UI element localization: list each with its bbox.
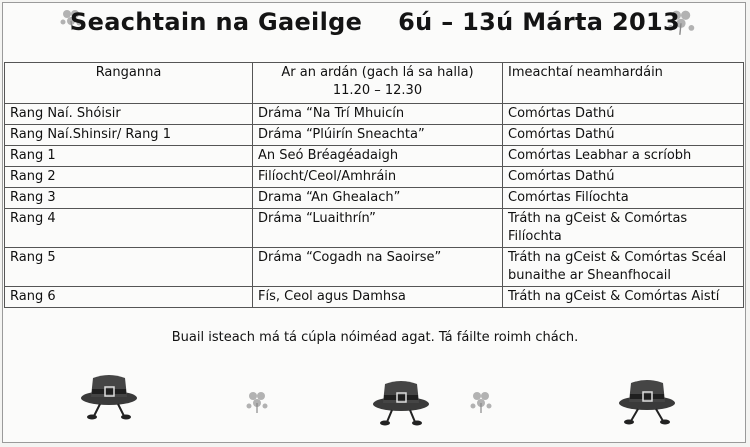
event-cell: Comórtas Dathú xyxy=(503,125,744,146)
stage-cell: Filíocht/Ceol/Amhráin xyxy=(253,167,503,188)
footer-welcome: Buail isteach má tá cúpla nóiméad agat. Tá fáilte roimh chách. xyxy=(171,330,579,345)
table-row xyxy=(5,104,744,125)
class-cell: Rang 3 xyxy=(5,188,253,209)
title-dates: 6ú – 13ú Márta 2013 xyxy=(398,8,680,36)
table-row xyxy=(5,248,744,287)
schedule-table xyxy=(4,62,744,308)
header-stage: Ar an ardán (gach lá sa halla) 11.20 – 12.30 xyxy=(253,63,503,104)
title-event: Seachtain na Gaeilge xyxy=(70,8,363,36)
class-cell: Rang Naí. Shóisir xyxy=(5,104,253,125)
table-row xyxy=(5,287,744,308)
leprechaun-hat-icon xyxy=(616,375,678,427)
class-cell: Rang Naí.Shinsir/ Rang 1 xyxy=(5,125,253,146)
leprechaun-hat-icon xyxy=(370,376,432,428)
class-cell: Rang 6 xyxy=(5,287,253,308)
stage-cell: Fís, Ceol agus Damhsa xyxy=(253,287,503,308)
stage-cell: Dráma “Plúirín Sneachta” xyxy=(253,125,503,146)
table-row xyxy=(5,209,744,248)
shamrock-icon xyxy=(244,388,270,414)
table-row xyxy=(5,125,744,146)
stage-cell: Drama “An Ghealach” xyxy=(253,188,503,209)
stage-cell: An Seó Bréagéadaigh xyxy=(253,146,503,167)
table-row xyxy=(5,188,744,209)
class-cell: Rang 1 xyxy=(5,146,253,167)
class-cell: Rang 5 xyxy=(5,248,253,287)
stage-cell: Dráma “Na Trí Mhuicín xyxy=(253,104,503,125)
leprechaun-hat-icon xyxy=(78,370,140,422)
event-cell: Comórtas Filíochta xyxy=(503,188,744,209)
table-row xyxy=(5,146,744,167)
event-cell: Tráth na gCeist & Comórtas Filíochta xyxy=(503,209,744,248)
shamrock-icon xyxy=(468,388,494,414)
header-classes: Ranganna xyxy=(5,63,253,104)
event-cell: Tráth na gCeist & Comórtas Aistí xyxy=(503,287,744,308)
event-cell: Comórtas Dathú xyxy=(503,167,744,188)
table-header-row xyxy=(5,63,744,104)
header-events: Imeachtaí neamhardáin xyxy=(503,63,744,104)
stage-cell: Dráma “Cogadh na Saoirse” xyxy=(253,248,503,287)
class-cell: Rang 2 xyxy=(5,167,253,188)
stage-cell: Dráma “Luaithrín” xyxy=(253,209,503,248)
page-title xyxy=(0,8,750,36)
event-cell: Tráth na gCeist & Comórtas Scéal bunaithe ar Sheanfhocail xyxy=(503,248,744,287)
table-row xyxy=(5,167,744,188)
event-cell: Comórtas Leabhar a scríobh xyxy=(503,146,744,167)
class-cell: Rang 4 xyxy=(5,209,253,248)
event-cell: Comórtas Dathú xyxy=(503,104,744,125)
